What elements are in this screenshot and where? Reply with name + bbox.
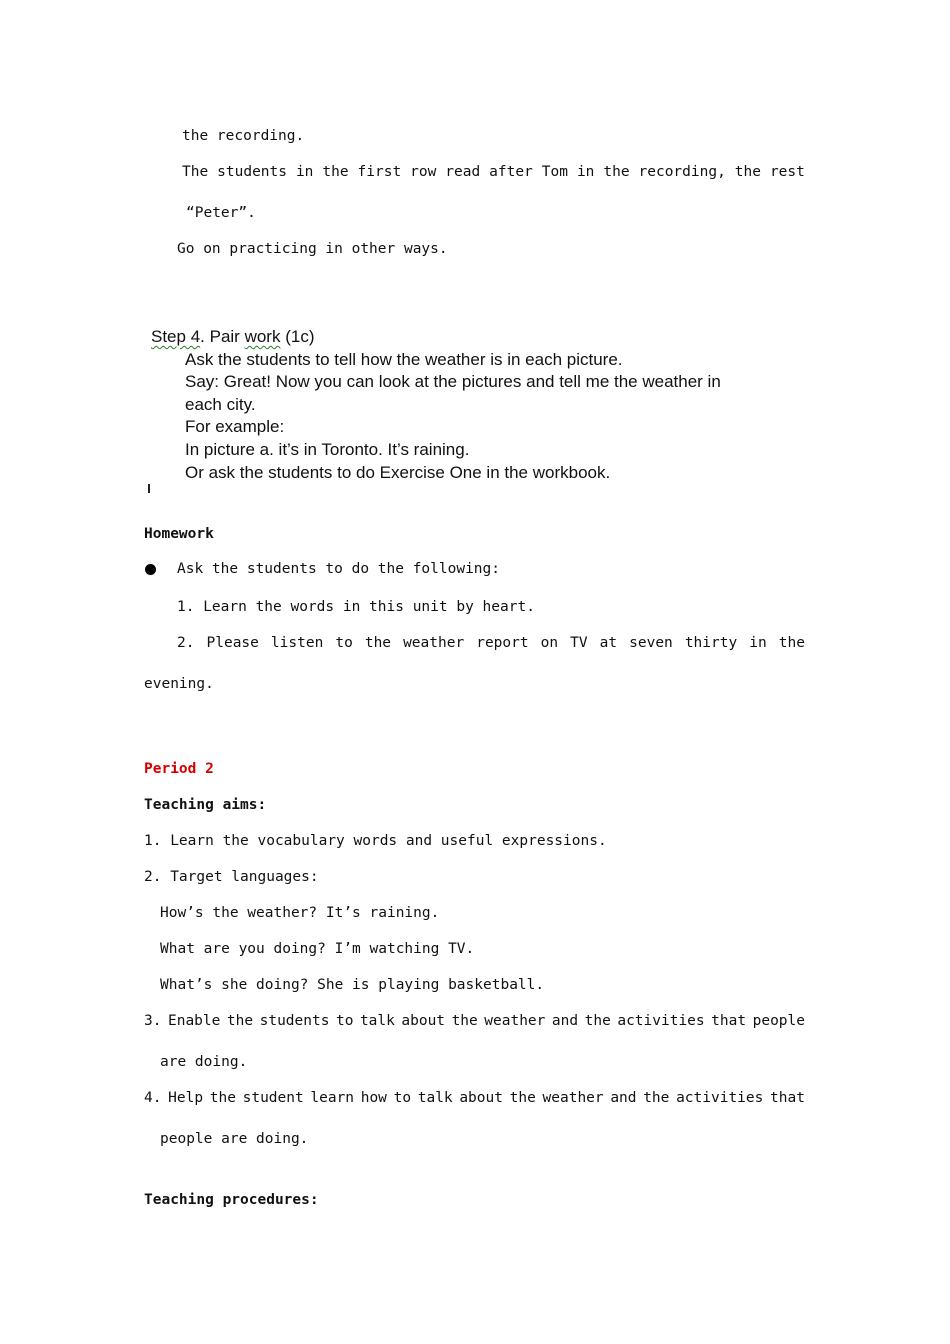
word: weather [484,1013,546,1029]
word: about [459,1090,503,1106]
word: the [603,164,630,180]
word: recording, [638,164,726,180]
step4-title: Step 4. Pair work (1c) [151,327,315,346]
aim-item: 2. Target languages: [144,869,319,885]
word: people [752,1013,805,1029]
period-title: Period 2 [144,761,214,777]
word: students [259,1013,330,1029]
aim-item-continuation: are doing. [160,1054,248,1070]
step4-line: Or ask the students to do Exercise One in the workbook. [185,463,611,482]
aim-item: 1. Learn the vocabulary words and useful expressions. [144,833,607,849]
word: on [540,635,559,651]
aim-item-justified [144,1090,805,1106]
word: in [295,164,314,180]
homework-item-continuation: evening. [144,676,214,692]
word: in [749,635,767,651]
step4-line: Ask the students to tell how the weather is in each picture. [185,350,623,369]
target-example: How’s the weather? It’s raining. [160,905,440,921]
word: the [226,1013,254,1029]
homework-item: 1. Learn the words in this unit by heart. [177,599,535,615]
step4-word-step: Step 4 [151,327,201,346]
word: and [551,1013,579,1029]
justified-line [182,164,805,180]
word: the [209,1090,236,1106]
word: how [360,1090,387,1106]
text-cursor-mark [148,484,150,493]
aim-item-continuation: people are doing. [160,1131,309,1147]
word: the [509,1090,536,1106]
aims-heading: Teaching aims: [144,797,267,813]
word: activities [676,1090,764,1106]
word: and [610,1090,637,1106]
word: that [770,1090,805,1106]
word: talk [359,1013,395,1029]
word: seven [629,635,673,651]
word: TV [570,635,588,651]
word: thirty [684,635,738,651]
word: 3. [144,1013,162,1029]
recording-line: the recording. [182,128,305,144]
step4-word-work: work [244,327,281,346]
homework-bullet-text: Ask the students to do the following: [177,561,501,577]
word: the [643,1090,670,1106]
word: Tom [541,164,568,180]
step4-line: Say: Great! Now you can look at the pictures and tell me the weather in [185,372,721,391]
homework-item-justified [177,635,805,651]
word: rest [769,164,805,180]
word: activities [617,1013,705,1029]
step4-line: each city. [185,395,256,414]
step4-line: In picture a. it’s in Toronto. It’s raining. [185,440,470,459]
procedures-heading: Teaching procedures: [144,1192,319,1208]
word: Enable [167,1013,221,1029]
word: that [711,1013,747,1029]
step4-line: For example: [185,417,285,436]
word: after [489,164,533,180]
aim-item-justified [144,1013,805,1029]
word: to [335,635,353,651]
target-example: What’s she doing? She is playing basketball. [160,977,545,993]
word: 4. [144,1090,162,1106]
word: learn [310,1090,355,1106]
word: weather [403,635,465,651]
word: weather [542,1090,604,1106]
word: talk [417,1090,453,1106]
word: read [445,164,481,180]
homework-heading: Homework [144,526,214,542]
word: The [182,164,209,180]
word: first [357,164,402,180]
word: at [599,635,618,651]
word: Please [206,635,259,651]
word: row [410,164,437,180]
target-example: What are you doing? I’m watching TV. [160,941,475,957]
peter-line: “Peter”. [186,205,256,221]
word: listen [270,635,324,651]
word: the [322,164,349,180]
word: students [217,164,287,180]
word: the [584,1013,611,1029]
word: student [242,1090,304,1106]
word: the [364,635,392,651]
word: the [778,635,805,651]
word: to [335,1013,354,1029]
word: Help [168,1090,204,1106]
practice-line: Go on practicing in other ways. [177,241,448,257]
word: 2. [177,635,195,651]
word: report [476,635,529,651]
word: the [451,1013,478,1029]
bullet-icon [145,564,156,575]
word: the [734,164,761,180]
word: in [576,164,595,180]
word: about [401,1013,446,1029]
word: to [393,1090,412,1106]
